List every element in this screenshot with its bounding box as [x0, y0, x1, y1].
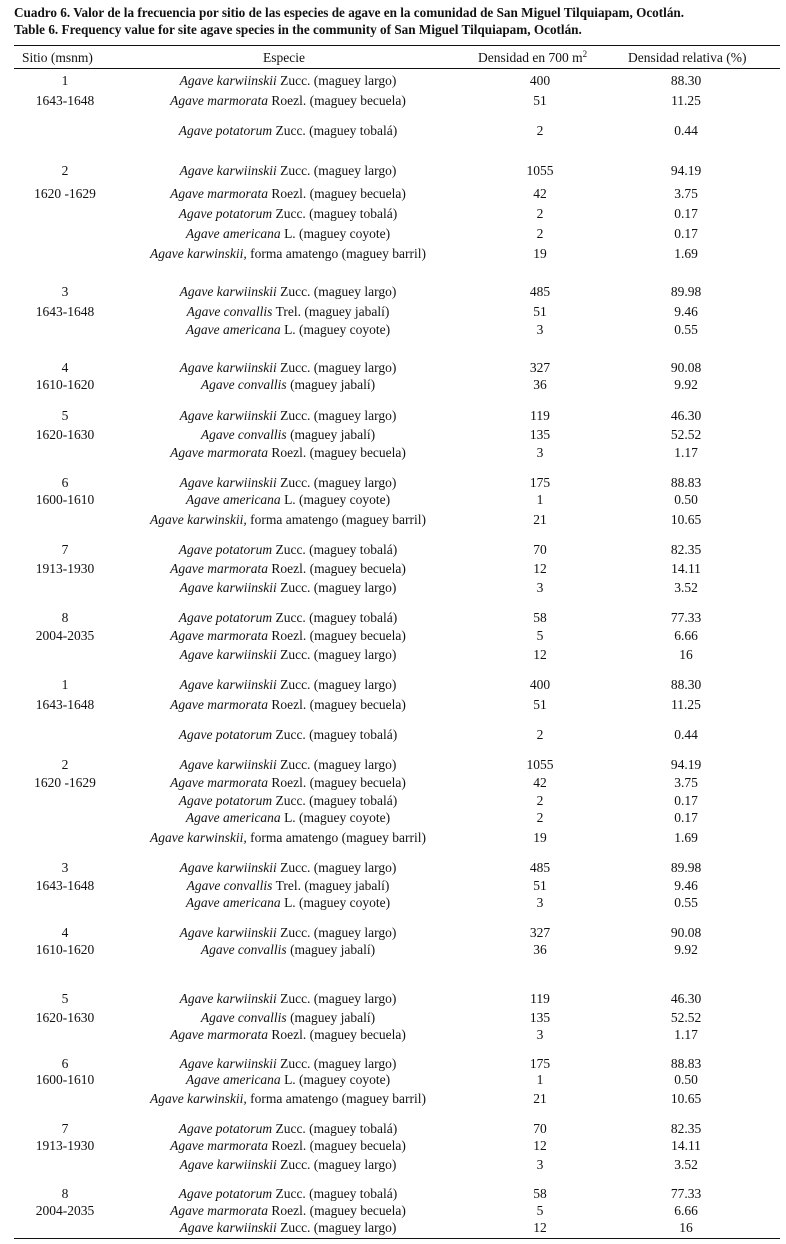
species-cell: [118, 647, 458, 663]
species-common-name: Roezl. (maguey becuela): [267, 93, 406, 108]
relative-density-cell: 77.33: [670, 1186, 702, 1201]
species-cell: [118, 1072, 458, 1088]
density-cell: 12: [533, 1220, 547, 1235]
species-cell: [118, 93, 458, 109]
species-common-name: L. (maguey coyote): [280, 226, 391, 241]
species-name: Agave americana: [185, 322, 281, 337]
species-common-name: Trel. (maguey jabalí): [272, 304, 390, 319]
species-cell: [118, 991, 458, 1007]
species-cell: [118, 925, 458, 941]
relative-density-cell: 16: [679, 647, 693, 662]
relative-density-cell: 88.30: [670, 73, 702, 88]
species-common-name: Zucc. (maguey tobalá): [272, 1186, 398, 1201]
header-density: [478, 50, 587, 66]
header-species: Especie: [263, 50, 305, 65]
species-common-name: Zucc. (maguey largo): [276, 475, 397, 490]
site-cell: 4: [61, 360, 69, 375]
site-cell: 5: [61, 991, 69, 1006]
site-cell: 1600-1610: [35, 492, 95, 507]
species-name: Agave karwinskii,: [150, 512, 247, 527]
species-cell: [118, 895, 458, 911]
species-name: Agave marmorata: [170, 1203, 268, 1218]
relative-density-cell: 11.25: [671, 697, 701, 712]
species-name: Agave karwiinskii: [179, 677, 277, 692]
species-common-name: L. (maguey coyote): [280, 322, 391, 337]
relative-density-cell: 88.30: [670, 677, 702, 692]
site-cell: 2: [61, 757, 69, 772]
density-cell: 2: [536, 123, 544, 138]
site-cell: 1913-1930: [35, 1138, 95, 1153]
species-name: Agave potatorum: [178, 1121, 273, 1136]
species-cell: [118, 1138, 458, 1154]
relative-density-cell: 94.19: [670, 757, 702, 772]
species-common-name: (maguey jabalí): [286, 1010, 376, 1025]
species-cell: [118, 206, 458, 222]
relative-density-cell: 89.98: [670, 284, 702, 299]
density-cell: 51: [533, 878, 547, 893]
species-name: Agave potatorum: [178, 727, 273, 742]
site-cell: 1620 -1629: [34, 775, 96, 790]
density-cell: 19: [533, 830, 547, 845]
species-cell: [118, 561, 458, 577]
species-cell: [118, 445, 458, 461]
site-cell: 1643-1648: [35, 878, 95, 893]
density-cell: 42: [533, 186, 547, 201]
species-cell: [118, 727, 458, 743]
site-cell: 1620 -1629: [34, 186, 96, 201]
density-cell: 70: [533, 1121, 547, 1136]
density-cell: 51: [533, 304, 547, 319]
caption-english: Table 6. Frequency value for site agave species in the community of San Miguel Tilquiapam, Ocotlán.: [14, 22, 582, 37]
relative-density-cell: 82.35: [670, 1121, 702, 1136]
relative-density-cell: 0.17: [674, 226, 698, 241]
density-cell: 3: [536, 322, 544, 337]
species-cell: [118, 878, 458, 894]
species-name: Agave karwinskii,: [150, 830, 247, 845]
density-cell: 135: [529, 1010, 551, 1025]
species-common-name: Zucc. (maguey tobalá): [272, 1121, 398, 1136]
species-name: Agave karwiinskii: [179, 360, 277, 375]
species-common-name: Zucc. (maguey largo): [276, 73, 397, 88]
species-common-name: Zucc. (maguey largo): [276, 991, 397, 1006]
density-cell: 1055: [526, 757, 554, 772]
species-common-name: forma amatengo (maguey barril): [246, 246, 426, 261]
header-rule: [14, 68, 780, 69]
species-name: Agave americana: [185, 895, 281, 910]
relative-density-cell: 11.25: [671, 93, 701, 108]
species-name: Agave marmorata: [170, 1138, 268, 1153]
species-name: Agave convallis: [200, 1010, 287, 1025]
density-cell: 58: [533, 1186, 547, 1201]
species-common-name: Zucc. (maguey largo): [276, 408, 397, 423]
relative-density-cell: 6.66: [674, 628, 698, 643]
species-cell: [118, 1027, 458, 1043]
species-name: Agave americana: [185, 810, 281, 825]
site-cell: 1643-1648: [35, 93, 95, 108]
species-cell: [118, 360, 458, 376]
species-name: Agave karwiinskii: [179, 1056, 277, 1071]
species-cell: [118, 1010, 458, 1026]
species-cell: [118, 610, 458, 626]
species-cell: [118, 475, 458, 491]
relative-density-cell: 3.75: [674, 775, 698, 790]
relative-density-cell: 3.52: [674, 580, 698, 595]
species-common-name: Roezl. (maguey becuela): [267, 697, 406, 712]
species-name: Agave karwiinskii: [179, 284, 277, 299]
relative-density-cell: 14.11: [671, 1138, 701, 1153]
species-name: Agave potatorum: [178, 206, 273, 221]
density-cell: 3: [536, 445, 544, 460]
species-common-name: Roezl. (maguey becuela): [267, 1027, 406, 1042]
species-name: Agave karwinskii,: [150, 1091, 247, 1106]
density-cell: 2: [536, 226, 544, 241]
species-common-name: Roezl. (maguey becuela): [267, 561, 406, 576]
density-cell: 51: [533, 697, 547, 712]
relative-density-cell: 0.50: [674, 492, 698, 507]
species-common-name: L. (maguey coyote): [280, 492, 391, 507]
species-common-name: Roezl. (maguey becuela): [267, 1203, 406, 1218]
relative-density-cell: 6.66: [674, 1203, 698, 1218]
species-cell: [118, 163, 458, 179]
species-name: Agave marmorata: [170, 445, 268, 460]
species-common-name: Zucc. (maguey tobalá): [272, 542, 398, 557]
density-cell: 400: [529, 73, 551, 88]
species-name: Agave marmorata: [170, 186, 268, 201]
relative-density-cell: 46.30: [670, 408, 702, 423]
density-cell: 70: [533, 542, 547, 557]
species-cell: [118, 322, 458, 338]
species-name: Agave karwiinskii: [179, 1220, 277, 1235]
species-cell: [118, 757, 458, 773]
species-cell: [118, 427, 458, 443]
density-cell: 3: [536, 580, 544, 595]
header-relative: Densidad relativa (%): [628, 50, 747, 65]
species-cell: [118, 492, 458, 508]
species-common-name: Roezl. (maguey becuela): [267, 186, 406, 201]
species-cell: [118, 512, 458, 528]
density-cell: 485: [529, 860, 551, 875]
species-common-name: Zucc. (maguey largo): [276, 580, 397, 595]
species-name: Agave marmorata: [170, 775, 268, 790]
species-name: Agave karwinskii,: [150, 246, 247, 261]
species-name: Agave potatorum: [178, 1186, 273, 1201]
species-cell: [118, 942, 458, 958]
relative-density-cell: 94.19: [670, 163, 702, 178]
density-cell: 5: [536, 1203, 544, 1218]
density-cell: 2: [536, 727, 544, 742]
species-name: Agave karwiinskii: [179, 925, 277, 940]
species-common-name: Zucc. (maguey largo): [276, 360, 397, 375]
density-cell: 36: [533, 377, 547, 392]
density-cell: 119: [530, 991, 550, 1006]
density-cell: 58: [533, 610, 547, 625]
species-common-name: Trel. (maguey jabalí): [272, 878, 390, 893]
species-common-name: Zucc. (maguey largo): [276, 1220, 397, 1235]
density-cell: 19: [533, 246, 547, 261]
relative-density-cell: 46.30: [670, 991, 702, 1006]
species-cell: [118, 1186, 458, 1202]
density-cell: 51: [533, 93, 547, 108]
relative-density-cell: 82.35: [670, 542, 702, 557]
species-name: Agave potatorum: [178, 793, 273, 808]
species-name: Agave potatorum: [178, 610, 273, 625]
relative-density-cell: 10.65: [670, 512, 702, 527]
site-cell: 1: [61, 677, 69, 692]
species-common-name: forma amatengo (maguey barril): [246, 830, 426, 845]
site-cell: 2: [61, 163, 69, 178]
species-name: Agave karwiinskii: [179, 475, 277, 490]
species-common-name: Zucc. (maguey largo): [276, 860, 397, 875]
species-common-name: Zucc. (maguey tobalá): [272, 123, 398, 138]
species-name: Agave americana: [185, 1072, 281, 1087]
species-name: Agave marmorata: [170, 561, 268, 576]
density-cell: 327: [529, 360, 551, 375]
site-cell: 3: [61, 860, 69, 875]
species-cell: [118, 580, 458, 596]
site-cell: 1: [61, 73, 69, 88]
species-cell: [118, 186, 458, 202]
header-density-label: Densidad en 700 m: [478, 50, 583, 65]
relative-density-cell: 9.92: [674, 942, 698, 957]
species-common-name: (maguey jabalí): [286, 942, 376, 957]
species-common-name: forma amatengo (maguey barril): [246, 512, 426, 527]
density-cell: 1: [536, 1072, 544, 1087]
site-cell: 2004-2035: [35, 1203, 95, 1218]
species-name: Agave karwiinskii: [179, 408, 277, 423]
relative-density-cell: 88.83: [670, 475, 702, 490]
density-cell: 5: [536, 628, 544, 643]
species-cell: [118, 73, 458, 89]
species-common-name: Zucc. (maguey largo): [276, 925, 397, 940]
relative-density-cell: 0.55: [674, 322, 698, 337]
species-common-name: Zucc. (maguey largo): [276, 284, 397, 299]
species-cell: [118, 123, 458, 139]
relative-density-cell: 77.33: [670, 610, 702, 625]
table-caption: [14, 4, 684, 38]
species-cell: [118, 1056, 458, 1072]
species-common-name: Zucc. (maguey tobalá): [272, 793, 398, 808]
relative-density-cell: 1.17: [674, 445, 698, 460]
relative-density-cell: 90.08: [670, 925, 702, 940]
species-common-name: Roezl. (maguey becuela): [267, 445, 406, 460]
header-density-sup: 2: [582, 49, 588, 59]
relative-density-cell: 0.17: [674, 810, 698, 825]
species-name: Agave convallis: [186, 878, 273, 893]
relative-density-cell: 14.11: [671, 561, 701, 576]
density-cell: 175: [529, 1056, 551, 1071]
species-cell: [118, 628, 458, 644]
relative-density-cell: 52.52: [670, 427, 702, 442]
species-cell: [118, 1121, 458, 1137]
density-cell: 3: [536, 895, 544, 910]
species-cell: [118, 1157, 458, 1173]
species-name: Agave karwiinskii: [179, 73, 277, 88]
species-name: Agave marmorata: [170, 93, 268, 108]
species-common-name: Zucc. (maguey largo): [276, 163, 397, 178]
species-common-name: L. (maguey coyote): [280, 1072, 391, 1087]
species-common-name: Roezl. (maguey becuela): [267, 628, 406, 643]
species-name: Agave americana: [185, 226, 281, 241]
species-common-name: L. (maguey coyote): [280, 810, 391, 825]
species-common-name: L. (maguey coyote): [280, 895, 391, 910]
site-cell: 1600-1610: [35, 1072, 95, 1087]
species-cell: [118, 677, 458, 693]
density-cell: 12: [533, 561, 547, 576]
relative-density-cell: 9.46: [674, 304, 698, 319]
species-common-name: forma amatengo (maguey barril): [246, 1091, 426, 1106]
relative-density-cell: 16: [679, 1220, 693, 1235]
site-cell: 4: [61, 925, 69, 940]
relative-density-cell: 0.44: [674, 123, 698, 138]
species-cell: [118, 810, 458, 826]
species-name: Agave convallis: [186, 304, 273, 319]
density-cell: 42: [533, 775, 547, 790]
species-cell: [118, 1203, 458, 1219]
header-site: Sitio (msnm): [22, 50, 93, 65]
bottom-rule: [14, 1238, 780, 1239]
site-cell: 1643-1648: [35, 697, 95, 712]
species-name: Agave marmorata: [170, 1027, 268, 1042]
species-cell: [118, 793, 458, 809]
density-cell: 3: [536, 1157, 544, 1172]
relative-density-cell: 0.44: [674, 727, 698, 742]
species-name: Agave marmorata: [170, 628, 268, 643]
density-cell: 175: [529, 475, 551, 490]
density-cell: 1055: [526, 163, 554, 178]
species-cell: [118, 542, 458, 558]
relative-density-cell: 9.92: [674, 377, 698, 392]
species-common-name: Zucc. (maguey largo): [276, 677, 397, 692]
top-rule: [14, 45, 780, 46]
site-cell: 1610-1620: [35, 377, 95, 392]
relative-density-cell: 10.65: [670, 1091, 702, 1106]
site-cell: 8: [61, 610, 69, 625]
species-name: Agave karwiinskii: [179, 163, 277, 178]
site-cell: 1620-1630: [35, 427, 95, 442]
species-common-name: Zucc. (maguey tobalá): [272, 727, 398, 742]
site-cell: 3: [61, 284, 69, 299]
species-common-name: Zucc. (maguey largo): [276, 1056, 397, 1071]
relative-density-cell: 0.17: [674, 793, 698, 808]
site-cell: 2004-2035: [35, 628, 95, 643]
species-common-name: (maguey jabalí): [286, 377, 376, 392]
caption-spanish: Cuadro 6. Valor de la frecuencia por sitio de las especies de agave en la comunidad de San Miguel Tilquiapam, Ocotlán.: [14, 5, 685, 20]
relative-density-cell: 88.83: [670, 1056, 702, 1071]
species-cell: [118, 775, 458, 791]
density-cell: 36: [533, 942, 547, 957]
site-cell: 1913-1930: [35, 561, 95, 576]
density-cell: 12: [533, 1138, 547, 1153]
species-cell: [118, 284, 458, 300]
species-cell: [118, 377, 458, 393]
species-name: Agave karwiinskii: [179, 757, 277, 772]
species-name: Agave americana: [185, 492, 281, 507]
density-cell: 327: [529, 925, 551, 940]
species-cell: [118, 304, 458, 320]
density-cell: 2: [536, 206, 544, 221]
species-cell: [118, 1091, 458, 1107]
density-cell: 119: [530, 408, 550, 423]
relative-density-cell: 89.98: [670, 860, 702, 875]
species-common-name: Zucc. (maguey largo): [276, 757, 397, 772]
species-cell: [118, 1220, 458, 1236]
density-cell: 400: [529, 677, 551, 692]
species-common-name: Roezl. (maguey becuela): [267, 775, 406, 790]
density-cell: 3: [536, 1027, 544, 1042]
species-common-name: Zucc. (maguey tobalá): [272, 206, 398, 221]
density-cell: 485: [529, 284, 551, 299]
site-cell: 7: [61, 542, 69, 557]
species-name: Agave potatorum: [178, 123, 273, 138]
relative-density-cell: 3.75: [674, 186, 698, 201]
density-cell: 21: [533, 512, 547, 527]
species-cell: [118, 830, 458, 846]
density-cell: 1: [536, 492, 544, 507]
species-common-name: Zucc. (maguey largo): [276, 647, 397, 662]
relative-density-cell: 90.08: [670, 360, 702, 375]
site-cell: 6: [61, 475, 69, 490]
species-cell: [118, 226, 458, 242]
relative-density-cell: 1.17: [674, 1027, 698, 1042]
density-cell: 12: [533, 647, 547, 662]
species-common-name: Roezl. (maguey becuela): [267, 1138, 406, 1153]
species-name: Agave karwiinskii: [179, 647, 277, 662]
relative-density-cell: 0.50: [674, 1072, 698, 1087]
density-cell: 135: [529, 427, 551, 442]
species-name: Agave karwiinskii: [179, 1157, 277, 1172]
species-name: Agave convallis: [200, 942, 287, 957]
species-common-name: Zucc. (maguey tobalá): [272, 610, 398, 625]
site-cell: 1610-1620: [35, 942, 95, 957]
species-name: Agave marmorata: [170, 697, 268, 712]
site-cell: 1643-1648: [35, 304, 95, 319]
relative-density-cell: 1.69: [674, 830, 698, 845]
relative-density-cell: 1.69: [674, 246, 698, 261]
species-name: Agave karwiinskii: [179, 860, 277, 875]
species-name: Agave convallis: [200, 427, 287, 442]
relative-density-cell: 52.52: [670, 1010, 702, 1025]
density-cell: 2: [536, 793, 544, 808]
relative-density-cell: 9.46: [674, 878, 698, 893]
species-cell: [118, 860, 458, 876]
species-common-name: (maguey jabalí): [286, 427, 376, 442]
site-cell: 6: [61, 1056, 69, 1071]
species-cell: [118, 408, 458, 424]
species-name: Agave convallis: [200, 377, 287, 392]
species-common-name: Zucc. (maguey largo): [276, 1157, 397, 1172]
site-cell: 8: [61, 1186, 69, 1201]
species-name: Agave potatorum: [178, 542, 273, 557]
species-cell: [118, 246, 458, 262]
relative-density-cell: 3.52: [674, 1157, 698, 1172]
site-cell: 1620-1630: [35, 1010, 95, 1025]
density-cell: 2: [536, 810, 544, 825]
species-cell: [118, 697, 458, 713]
species-name: Agave karwiinskii: [179, 580, 277, 595]
site-cell: 5: [61, 408, 69, 423]
relative-density-cell: 0.55: [674, 895, 698, 910]
relative-density-cell: 0.17: [674, 206, 698, 221]
site-cell: 7: [61, 1121, 69, 1136]
density-cell: 21: [533, 1091, 547, 1106]
species-name: Agave karwiinskii: [179, 991, 277, 1006]
